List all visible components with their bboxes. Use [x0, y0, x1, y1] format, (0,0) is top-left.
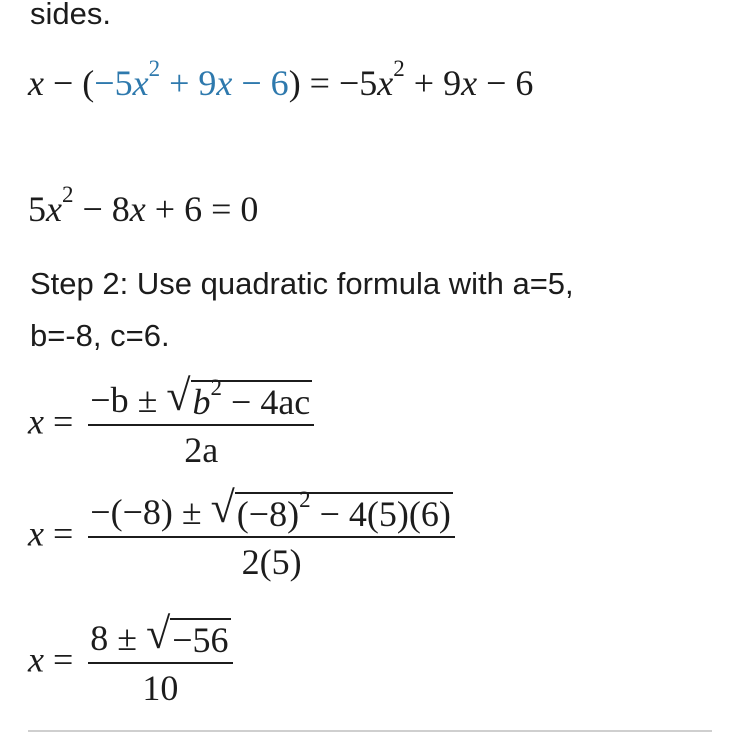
- formula-simplified: x = 8 ± √ −56 10: [28, 616, 233, 710]
- fraction: −(−8) ± √ $(-8)^2 - 4(5)(6)$ 2(5): [88, 490, 455, 584]
- quadratic-formula: x = −b ± √ $b^2 - 4ac$ 2a: [28, 378, 314, 472]
- fraction: 8 ± √ −56 10: [88, 616, 232, 710]
- fraction: −b ± √ $b^2 - 4ac$ 2a: [88, 378, 314, 472]
- highlighted-term: $-5x^2 + 9x - 6$: [94, 56, 289, 103]
- formula-substituted: x = −(−8) ± √ $(-8)^2 - 4(5)(6)$ 2(5): [28, 490, 455, 584]
- sqrt-icon: √: [166, 371, 191, 420]
- sqrt-icon: √: [210, 483, 235, 532]
- equation-expand: $x - (-5x^2 + 9x - 6) = -5x^2 + 9x - 6$: [28, 56, 534, 103]
- sqrt-icon: √: [146, 609, 171, 658]
- equation-quadratic: $5x^2 - 8x + 6 = 0$: [28, 182, 259, 229]
- step2-line1: Step 2: Use quadratic formula with a=5,: [30, 266, 574, 301]
- intro-text: sides.: [30, 0, 111, 31]
- divider: [28, 730, 712, 732]
- step2-line2: b=-8, c=6.: [30, 318, 170, 353]
